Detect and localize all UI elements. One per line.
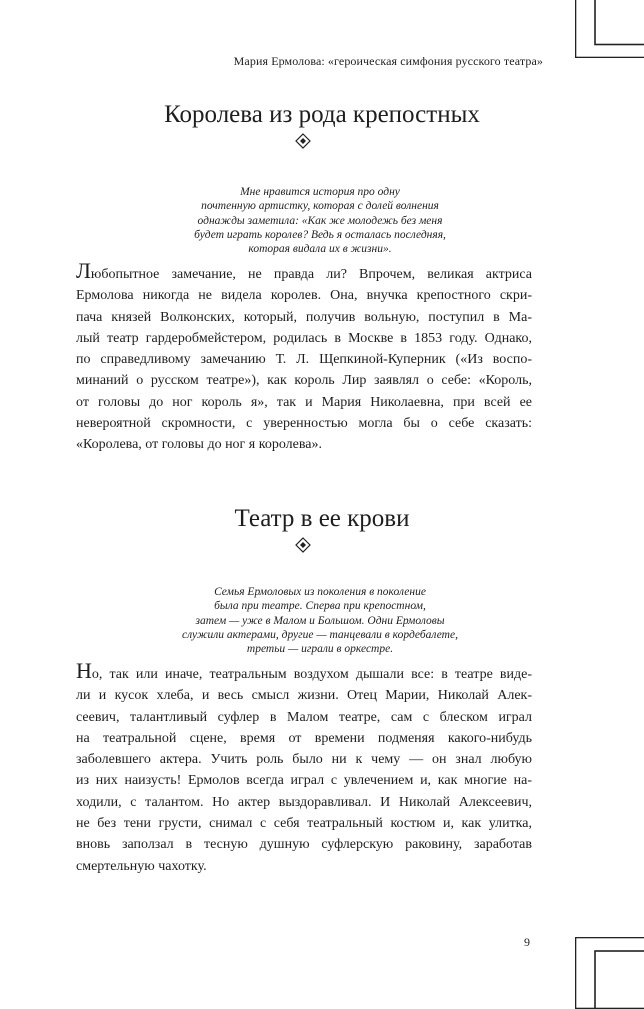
drop-cap-initial: Л [76,258,91,283]
text-line: ходили, с талантом. Но актер выздоравливал. И Николай Алексеевич, [76,792,532,813]
epigraph-line: была при театре. Сперва при крепостном, [120,599,520,613]
text-line: не без тени грусти, снимал с себя театральный костюм и, как улитка, [76,813,532,834]
text-line: Ермолова никогда не видела королев. Она, внучка крепостного скри- [76,285,532,306]
text-line: из них наизусть! Ермолов всегда играл с увлечением и, как многие на- [76,770,532,791]
epigraph-line: почтенную артистку, которая с долей волнения [120,199,520,213]
text-line: «Королева, от головы до ног я королева». [76,434,532,455]
text-line: вновь заползал в тесную душную суфлерскую раковину, заработав [76,834,532,855]
epigraph-line: служили актерами, другие — танцевали в кордебалете, [120,628,520,642]
text-line: заболевшего актера. Учить роль было ни к чему — он знал любую [76,749,532,770]
body-paragraph [76,664,532,877]
text-line: пача князей Волконских, который, получив вольную, поступил в Ма- [76,307,532,328]
text-line: о, так или иначе, театральным воздухом дышали все: в театре виде- [92,667,532,682]
diamond-ornament-icon [295,133,311,149]
epigraph-line: однажды заметила: «Как же молодежь без меня [120,214,520,228]
body-paragraph [76,264,532,456]
drop-cap-initial: Н [76,658,92,683]
text-line: на театральной сцене, время от времени подменяя какого-нибудь [76,728,532,749]
text-line: смертельную чахотку. [76,856,532,877]
diamond-ornament-icon [295,537,311,553]
epigraph-line: будет играть королев? Ведь я осталась последняя, [120,228,520,242]
text-line: невероятной скромности, с уверенностью могла бы о себе сказать: [76,413,532,434]
epigraph-line: которая видала их в жизни». [120,242,520,256]
text-line: юбопытное замечание, не правда ли? Впрочем, великая актриса [91,267,532,282]
epigraph-line: третьи — играли в оркестре. [120,642,520,656]
running-header: Мария Ермолова: «героическая симфония русского театра» [234,54,543,69]
section-title: Королева из рода крепостных [0,101,644,129]
epigraph-line: затем — уже в Малом и Большом. Одни Ермоловы [120,614,520,628]
text-line: от головы до ног король я», так и Мария Николаевна, при всей ее [76,392,532,413]
page-number: 9 [524,935,530,950]
text-line: сеевич, талантливый суфлер в Малом театре, сам с блеском играл [76,707,532,728]
text-line: по справедливому замечанию Т. Л. Щепкиной-Куперник («Из воспо- [76,349,532,370]
corner-frame-decoration-top [575,0,644,58]
section-title: Театр в ее крови [0,505,644,533]
epigraph-line: Семья Ермоловых из поколения в поколение [120,585,520,599]
text-line: минаний о русском театре»), как король Лир заявлял о себе: «Король, [76,370,532,391]
epigraph-line: Мне нравится история про одну [120,185,520,199]
text-line: лый театр гардеробмейстером, родилась в Москве в 1853 году. Однако, [76,328,532,349]
epigraph [120,585,520,656]
epigraph [120,185,520,256]
corner-frame-decoration-bottom [575,937,644,1009]
text-line: ли и кусок хлеба, и весь смысл жизни. Отец Марии, Николай Алек- [76,685,532,706]
